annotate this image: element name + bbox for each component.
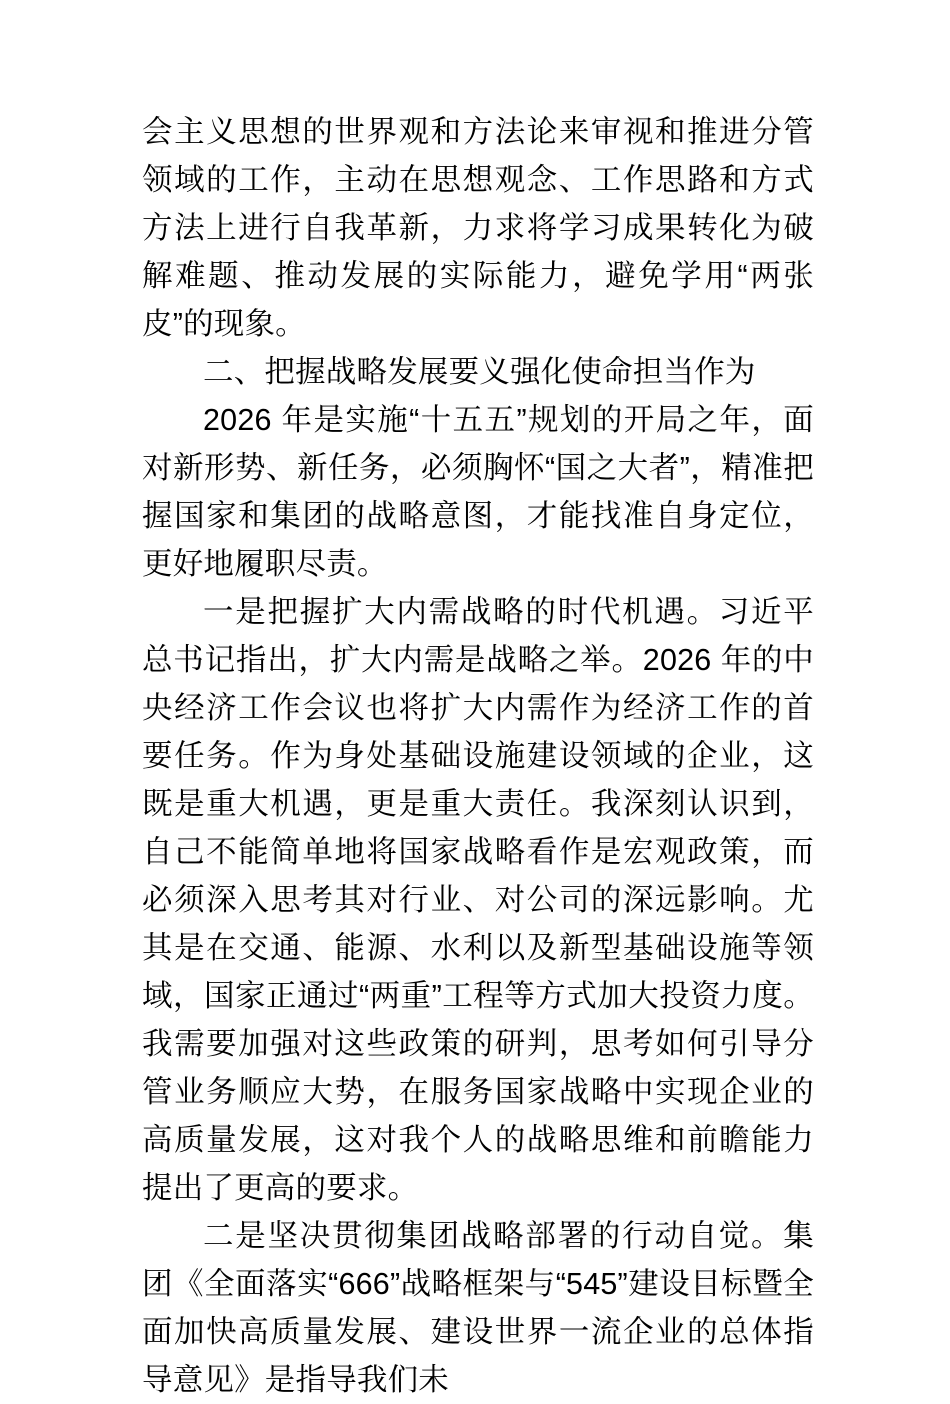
- document-body: [142, 108, 814, 1404]
- paragraph-body-point-two: 二是坚决贯彻集团战略部署的行动自觉。集团《全面落实“666”战略框架与“545”建设目标暨全面加快高质量发展、建设世界一流企业的总体指导意见》是指导我们未: [142, 1219, 814, 1397]
- section-heading-two: 二、把握战略发展要义强化使命担当作为: [203, 355, 756, 389]
- paragraph-body-point-one: 一是把握扩大内需战略的时代机遇。习近平总书记指出，扩大内需是战略之举。2026 年的中央经济工作会议也将扩大内需作为经济工作的首要任务。作为身处基础设施建设领域的企业，这既是重大机遇，更是重大责任。我深刻认识到，自己不能简单地将国家战略看作是宏观政策，而必须深入思考其对行业、对公司的深远影响。尤其是在交通、能源、水利以及新型基础设施等领域，国家正通过“两重”工程等方式加大投资力度。我需要加强对这些政策的研判，思考如何引导分管业务顺应大势，在服务国家战略中实现企业的高质量发展，这对我个人的战略思维和前瞻能力提出了更高的要求。: [142, 595, 814, 1205]
- paragraph-continuation: 会主义思想的世界观和方法论来审视和推进分管领域的工作，主动在思想观念、工作思路和方式方法上进行自我革新，力求将学习成果转化为破解难题、推动发展的实际能力，避免学用“两张皮”的现象。: [142, 115, 814, 341]
- paragraph-body-opening: 2026 年是实施“十五五”规划的开局之年，面对新形势、新任务，必须胸怀“国之大者”，精准把握国家和集团的战略意图，才能找准自身定位，更好地履职尽责。: [142, 403, 814, 581]
